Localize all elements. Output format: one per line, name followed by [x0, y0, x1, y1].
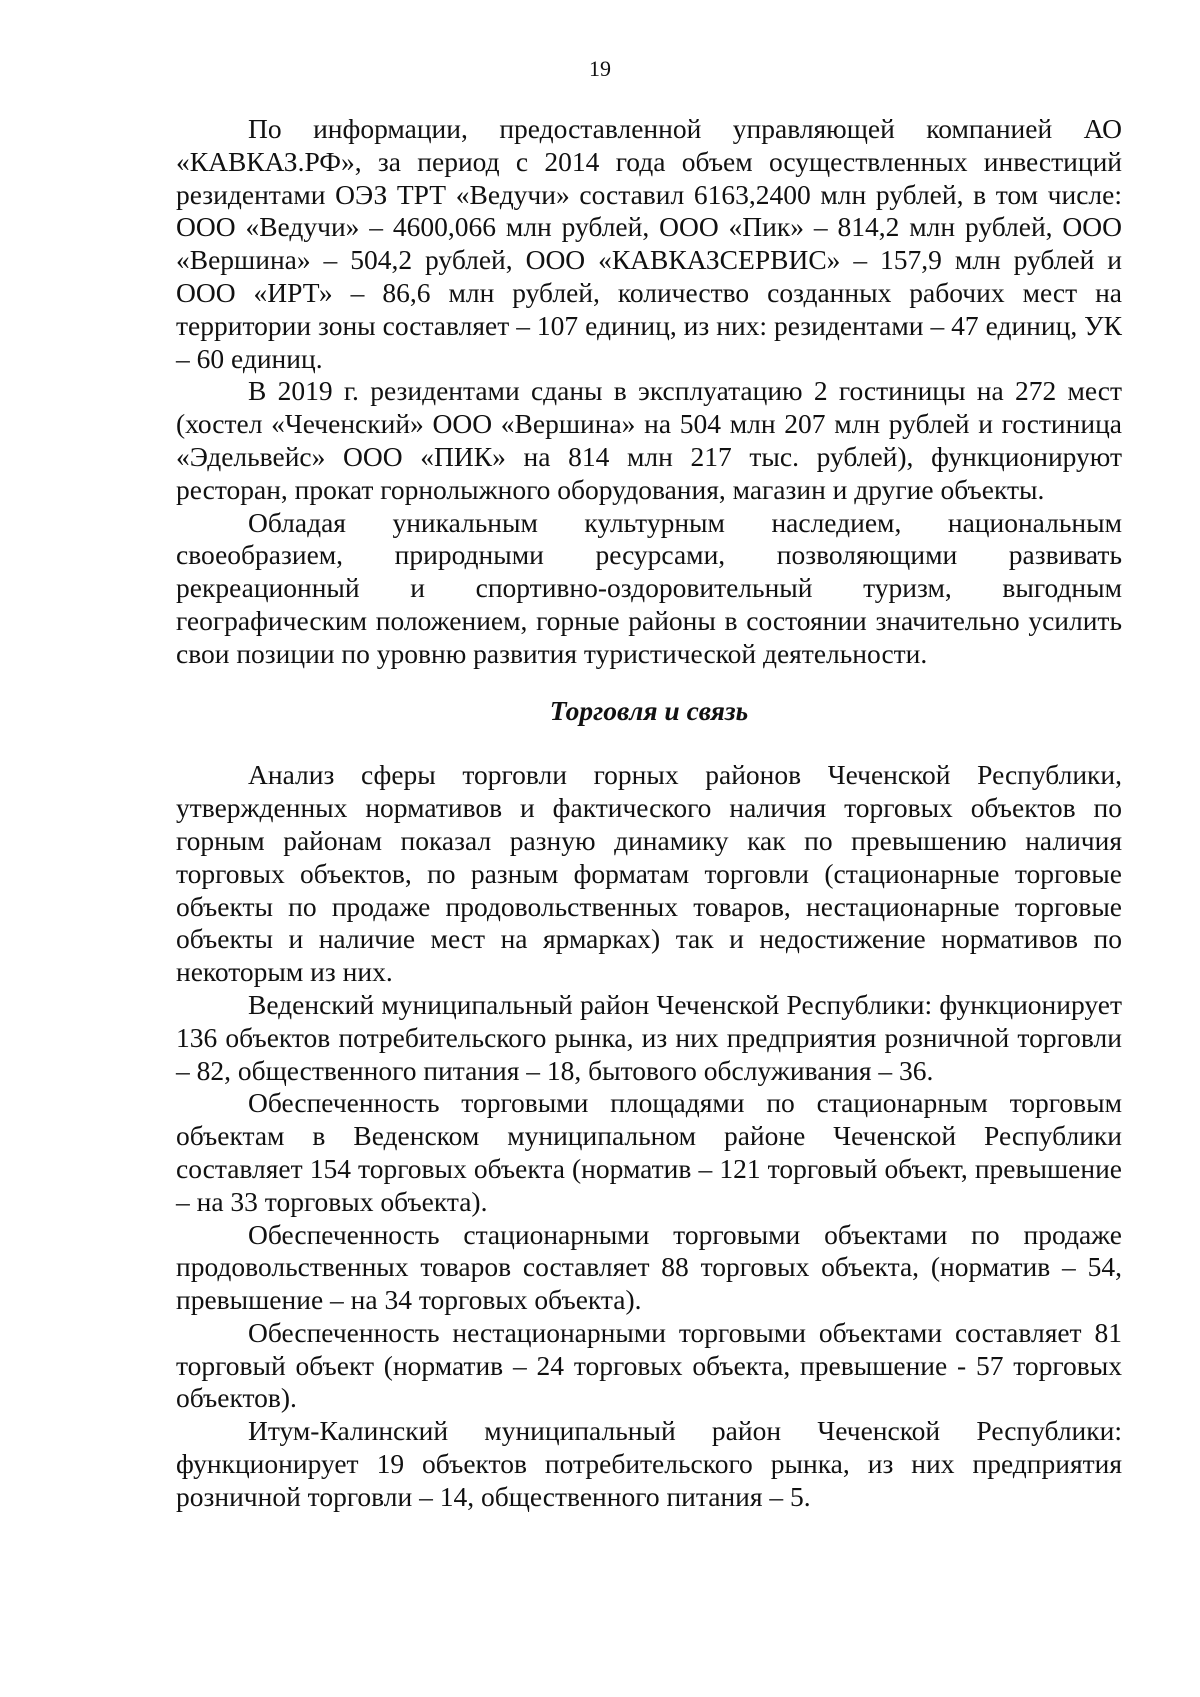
paragraph-investments: По информации, предоставленной управляющей компанией АО «КАВКАЗ.РФ», за период с 2014 года объем осуществленных инвестиций резидентами ОЭЗ ТРТ «Ведучи» составил 6163,2400 млн рублей, в том числе: ООО «Ведучи» – 4600,066 млн рублей, ООО «Пик» – 814,2 млн рублей, ООО «Вершина» – 504,2 рублей, ООО «КАВКАЗСЕРВИС» – 157,9 млн рублей и ООО «ИРТ» – 86,6 млн рублей, количество созданных рабочих мест на территории зоны составляет – 107 единиц, из них: резидентами – 47 единиц, УК – 60 единиц.	[176, 113, 1122, 374]
page-number: 19	[589, 56, 611, 81]
document-body	[176, 113, 1122, 1514]
paragraph-itum-kali-district: Итум-Калинский муниципальный район Чеченской Республики: функционирует 19 объектов потребительского рынка, из них предприятия розничной торговли – 14, общественного питания – 5.	[176, 1415, 1122, 1512]
paragraph-vedeno-trade-areas: Обеспеченность торговыми площадями по стационарным торговым объектам в Веденском муниципальном районе Чеченской Республики составляет 154 торговых объекта (норматив – 121 торговый объект, превышение – на 33 торговых объекта).	[176, 1087, 1122, 1217]
paragraph-hotels-2019: В 2019 г. резидентами сданы в эксплуатацию 2 гостиницы на 272 мест (хостел «Чеченский» ООО «Вершина» на 504 млн 207 млн рублей и гостиница «Эдельвейс» ООО «ПИК» на 814 млн 217 тыс. рублей), функционируют ресторан, прокат горнолыжного оборудования, магазин и другие объекты.	[176, 375, 1122, 505]
paragraph-tourism-potential: Обладая уникальным культурным наследием, национальным своеобразием, природными ресурсами, позволяющими развивать рекреационный и спортивно-оздоровительный туризм, выгодным географическим положением, горные районы в состоянии значительно усилить свои позиции по уровню развития туристической деятельности.	[176, 506, 1122, 669]
paragraph-vedeno-district: Веденский муниципальный район Чеченской Республики: функционирует 136 объектов потребительского рынка, из них предприятия розничной торговли – 82, общественного питания – 18, бытового обслуживания – 36.	[176, 988, 1122, 1086]
paragraph-vedeno-food-stores: Обеспеченность стационарными торговыми объектами по продаже продовольственных товаров составляет 88 торговых объекта, (норматив – 54, превышение – на 34 торговых объекта).	[176, 1218, 1122, 1316]
section-heading: Торговля и связь	[549, 694, 749, 726]
paragraph-trade-analysis: Анализ сферы торговли горных районов Чеченской Республики, утвержденных нормативов и фактического наличия торговых объектов по горным районам показал разную динамику как по превышению наличия торговых объектов, по разным форматам торговли (стационарные торговые объекты по продаже продовольственных товаров, нестационарные торговые объекты и наличие мест на ярмарках) так и недостижение нормативов по некоторым из них.	[176, 759, 1122, 988]
paragraph-vedeno-nonstationary: Обеспеченность нестационарными торговыми объектами составляет 81 торговый объект (норматив – 24 торговых объекта, превышение - 57 торговых объектов).	[176, 1316, 1122, 1414]
